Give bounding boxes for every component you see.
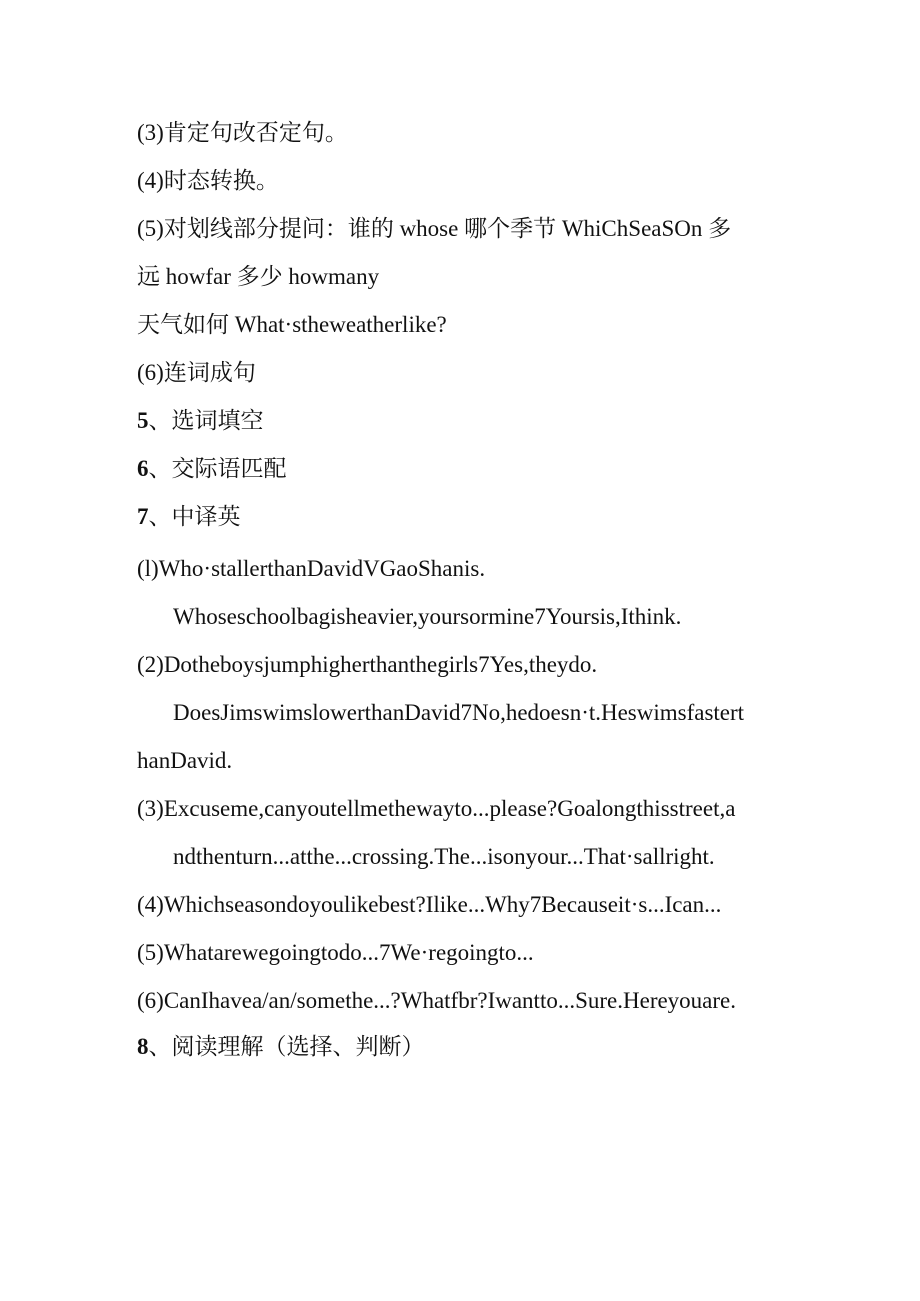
section-5-heading [137,406,264,436]
section-6-title: 、交际语匹配 [148,456,287,481]
translation-2c: hanDavid. [137,748,233,773]
item-3-negation: (3)肯定句改否定句。 [137,120,348,145]
translation-5: (5)Whatarewegoingtodo...7We·regoingto... [137,940,534,965]
translation-2b: DoesJimswimslowerthanDavid7No,hedoesn·t.Heswimsfastert [173,700,745,725]
section-8-heading [137,1032,425,1062]
section-6-number: 6 [137,456,149,481]
section-8-number: 8 [137,1034,149,1059]
translation-3a: (3)Excuseme,canyoutellmethewayto...please?Goalongthisstreet,a [137,796,736,821]
translation-3b: ndthenturn...atthe...crossing.The...isonyour...That·sallright. [173,844,715,869]
section-5-title: 、选词填空 [148,408,264,433]
item-6-sentence: (6)连词成句 [137,360,256,385]
item-5-questions-cont: 远 howfar 多少 howmany [137,264,380,289]
section-5-number: 5 [137,408,149,433]
weather-question: 天气如何 What·stheweatherlike? [137,312,447,337]
section-7-title: 、中译英 [148,504,241,529]
section-7-number: 7 [137,504,149,529]
translation-1b: Whoseschoolbagisheavier,yoursormine7Yoursis,Ithink. [173,604,682,629]
translation-1a: (l)Who·stallerthanDavidVGaoShanis. [137,556,486,581]
translation-4: (4)Whichseasondoyoulikebest?Ilike...Why7Becauseit·s...Ican... [137,892,722,917]
section-6-heading [137,454,287,484]
item-4-tense: (4)时态转换。 [137,168,279,193]
item-5-questions: (5)对划线部分提问：谁的 whose 哪个季节 WhiChSeaSOn 多 [137,216,732,241]
section-7-heading [137,502,241,532]
translation-6: (6)CanIhavea/an/somethe...?Whatfbr?Iwantto...Sure.Hereyouare. [137,988,737,1013]
section-8-title: 、阅读理解（选择、判断） [148,1034,425,1059]
translation-2a: (2)Dotheboysjumphigherthanthegirls7Yes,theydo. [137,652,598,677]
